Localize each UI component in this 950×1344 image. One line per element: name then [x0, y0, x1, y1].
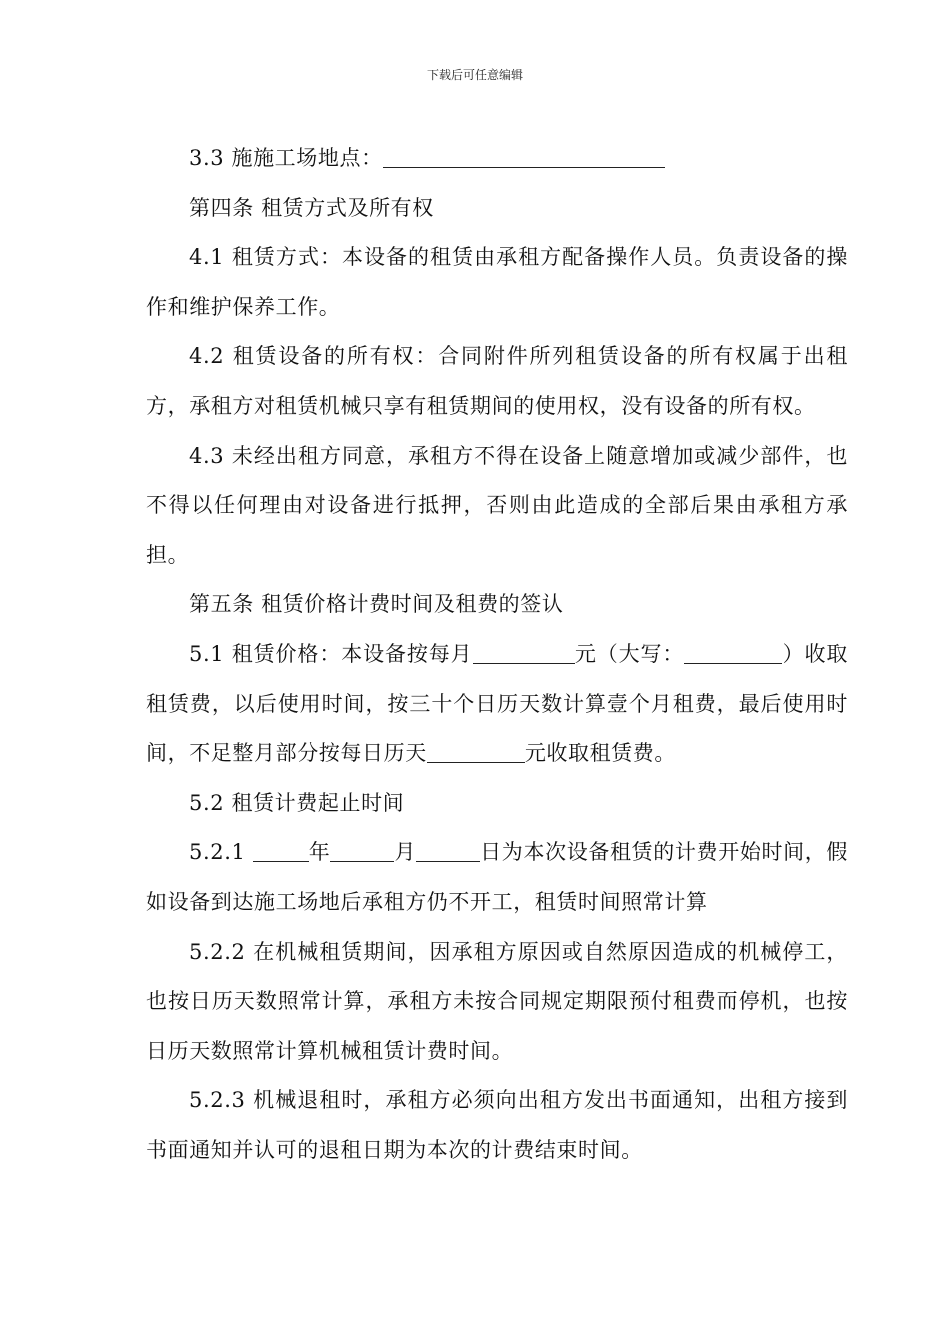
clause-4-3: 4.3 未经出租方同意，承租方不得在设备上随意增加或减少部件，也不得以任何理由对设备进行抵押，否则由此造成的全部后果由承租方承担。: [146, 443, 848, 567]
clause-5-1-text-d: 元收取租赁费。: [524, 741, 677, 766]
price-in-words-blank: [684, 642, 782, 664]
clause-3-3-text: 3.3 施施工场地点：: [189, 146, 383, 170]
clause-5-2-1: [146, 828, 848, 927]
article-5-heading: 第五条 租赁价格计费时间及租费的签认: [189, 592, 564, 617]
contract-body: [146, 134, 848, 1175]
start-day-blank: [416, 840, 480, 862]
clause-5-1: [146, 630, 848, 779]
monthly-price-blank: [473, 642, 575, 664]
clause-3-3: [146, 134, 848, 184]
clause-5-2-1-text-b: 年: [308, 840, 331, 865]
clause-5-1-text-b: 元（大写：: [574, 641, 685, 666]
clause-5-2-2: 5.2.2 在机械租赁期间，因承租方原因或自然原因造成的机械停工，也按日历天数照常计算，承租方未按合同规定期限预付租费而停机，也按日历天数照常计算机械租赁计费时间。: [146, 939, 848, 1063]
clause-5-1-text-a: 5.1 租赁价格：本设备按每月: [189, 641, 473, 666]
clause-5-2-3: 5.2.3 机械退租时，承租方必须向出租方发出书面通知，出租方接到书面通知并认可的退租日期为本次的计费结束时间。: [146, 1088, 848, 1162]
clause-5-2-1-text-d: 日为本次设备租赁的计费开始时间，假如设备到达施工场地后承租方仍不开工，租赁时间照常计算: [146, 840, 848, 914]
daily-price-blank: [427, 741, 525, 763]
clause-4-1: 4.1 租赁方式：本设备的租赁由承租方配备操作人员。负责设备的操作和维护保养工作。: [146, 245, 848, 319]
clause-4-2: 4.2 租赁设备的所有权：合同附件所列租赁设备的所有权属于出租方，承租方对租赁机械只享有租赁期间的使用权，没有设备的所有权。: [146, 344, 848, 418]
page-header-note: 下载后可任意编辑: [426, 68, 523, 82]
clause-5-2-1-text-c: 月: [394, 840, 417, 865]
clause-5-2: 5.2 租赁计费起止时间: [189, 790, 405, 815]
clause-5-1-text-c: ）收取租赁费，以后使用时间，按三十个日历天数计算壹个月租费，最后使用时间，不足整月部分按每日历天: [146, 641, 848, 766]
start-month-blank: [330, 840, 394, 862]
clause-5-2-1-text-a: 5.2.1: [189, 840, 253, 865]
article-4-heading: 第四条 租赁方式及所有权: [189, 195, 434, 220]
site-location-blank: [383, 146, 665, 168]
start-year-blank: [253, 840, 309, 862]
